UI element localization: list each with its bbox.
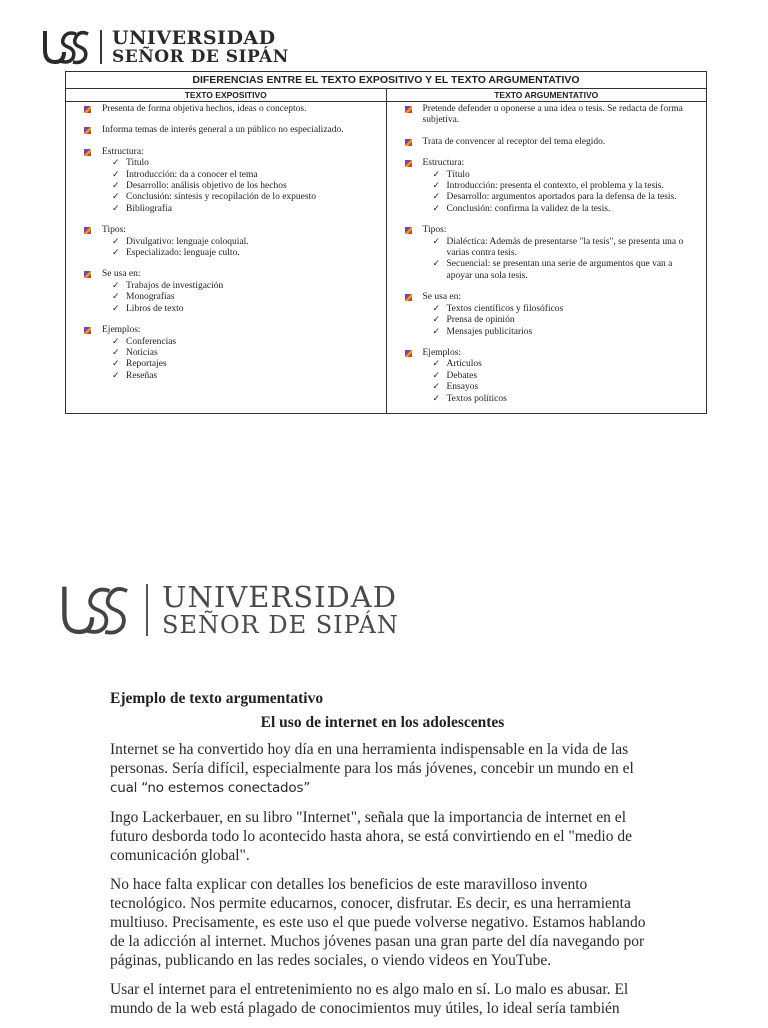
check-item: ✓ Titulo [112,158,380,169]
check-item: ✓ Prensa de opinión [433,315,701,326]
logo-divider [146,584,148,636]
example-document [110,690,655,1028]
uss-logo-icon [42,28,90,66]
uss-logo-icon [60,582,130,638]
bullet-item: Ejemplos: [84,325,380,336]
check-item: ✓ Desarrollo: análisis objetivo de los hechos [112,181,380,192]
university-name-line1: UNIVERSIDAD [112,26,276,49]
university-logo [60,582,399,638]
check-item: ✓ Especializado: lenguaje culto. [112,248,380,259]
check-item: ✓ Introducción: presenta el contexto, el problema y la tesis. [433,181,701,192]
check-item: ✓ Conferencias [112,337,380,348]
check-list [84,281,380,315]
paragraph-text: Internet se ha convertido hoy día en una herramienta indispensable en la vida de las personas. Sería difícil, especialmente para los más jóvenes, concebir un mundo en el [110,741,634,777]
bullet-item: Trata de convencer al receptor del tema elegido. [405,137,701,148]
check-item: ✓ Noticias [112,348,380,359]
check-item: ✓ Secuencial: se presentan una serie de argumentos que van a apoyar una sola tesis. [433,259,701,282]
column-header-expositivo: TEXTO EXPOSITIVO [66,89,387,102]
argumentativo-column [386,102,707,414]
bullet-item: Presenta de forma objetiva hechos, ideas o conceptos. [84,104,380,115]
check-list [84,237,380,260]
logo-divider [100,30,102,64]
bullet-item: Se usa en: [84,269,380,280]
bullet-item: Informa temas de interés general a un público no especializado. [84,125,380,136]
document-label: Ejemplo de texto argumentativo [110,690,324,707]
university-name [112,26,289,67]
bullet-item: Estructura: [84,147,380,158]
check-item: ✓ Debates [433,371,701,382]
check-list [405,170,701,216]
expositivo-column [66,102,387,414]
document-heading: El uso de internet en los adolescentes [260,714,505,731]
bullet-item: Ejemplos: [405,348,701,359]
bullet-item: Pretende defender u oponerse a una idea o tesis. Se redacta de forma subjetiva. [405,104,701,127]
check-item: ✓ Bibliografía [112,204,380,215]
check-item: ✓ Textos políticos [433,394,701,405]
check-item: ✓ Dialéctica: Además de presentarse "la tesis", se presenta una o varias contra tesis. [433,237,701,260]
paragraph [110,740,655,798]
check-item: ✓ Monografías [112,292,380,303]
check-item: ✓ Artículos [433,359,701,370]
check-item: ✓ Conclusión: confirma la validez de la tesis. [433,204,701,215]
check-item: ✓ Textos científicos y filosóficos [433,304,701,315]
check-item: ✓ Libros de texto [112,304,380,315]
check-item: ✓ Título [433,170,701,181]
handwritten-text: cual “no estemos conectados” [110,780,311,796]
check-item: ✓ Introducción: da a conocer el tema [112,170,380,181]
check-list [84,158,380,215]
check-item: ✓ Divulgativo: lenguaje coloquial. [112,237,380,248]
bullet-item: Se usa en: [405,292,701,303]
table-title: DIFERENCIAS ENTRE EL TEXTO EXPOSITIVO Y EL TEXTO ARGUMENTATIVO [66,72,707,89]
check-item: ✓ Reseñas [112,371,380,382]
check-item: ✓ Desarrollo: argumentos aportados para la defensa de la tesis. [433,192,701,203]
check-item: ✓ Ensayos [433,382,701,393]
bullet-item: Tipos: [405,225,701,236]
column-header-argumentativo: TEXTO ARGUMENTATIVO [386,89,707,102]
check-list [405,304,701,338]
bullet-item: Tipos: [84,225,380,236]
university-name [162,582,399,638]
university-name-line2: SEÑOR DE SIPÁN [162,611,399,639]
paragraph: Ingo Lackerbauer, en su libro "Internet", señala que la importancia de internet en el futuro desborda todo lo acontecido hasta ahora, se está convirtiendo en el "medio de comunicación global". [110,809,632,864]
check-list [405,237,701,283]
paragraph: No hace falta explicar con detalles los beneficios de este maravilloso invento tecnológico. Nos permite educarnos, conocer, disfrutar. Es decir, es una herramienta multiuso. Precisamente, es este uso el que puede volverse negativo. Estamos hablando de la adicción al internet. Muchos jóvenes pasan una gran parte del día navegando por páginas, publicando en las redes sociales, o viendo videos en YouTube. [110,876,646,969]
check-item: ✓ Reportajes [112,359,380,370]
bullet-item: Estructura: [405,158,701,169]
check-item: ✓ Conclusión: síntesis y recopilación de lo expuesto [112,192,380,203]
check-item: ✓ Mensajes publicitarios [433,327,701,338]
check-list [405,359,701,405]
university-name-line2: SEÑOR DE SIPÁN [112,46,289,67]
check-list [84,337,380,383]
university-name-line1: UNIVERSIDAD [162,580,397,614]
paragraph: Usar el internet para el entretenimiento no es algo malo en sí. Lo malo es abusar. El mundo de la web está plagado de conocimientos muy útiles, lo ideal sería también [110,981,629,1017]
university-logo [42,28,289,66]
check-item: ✓ Trabajos de investigación [112,281,380,292]
comparison-table [65,71,707,414]
